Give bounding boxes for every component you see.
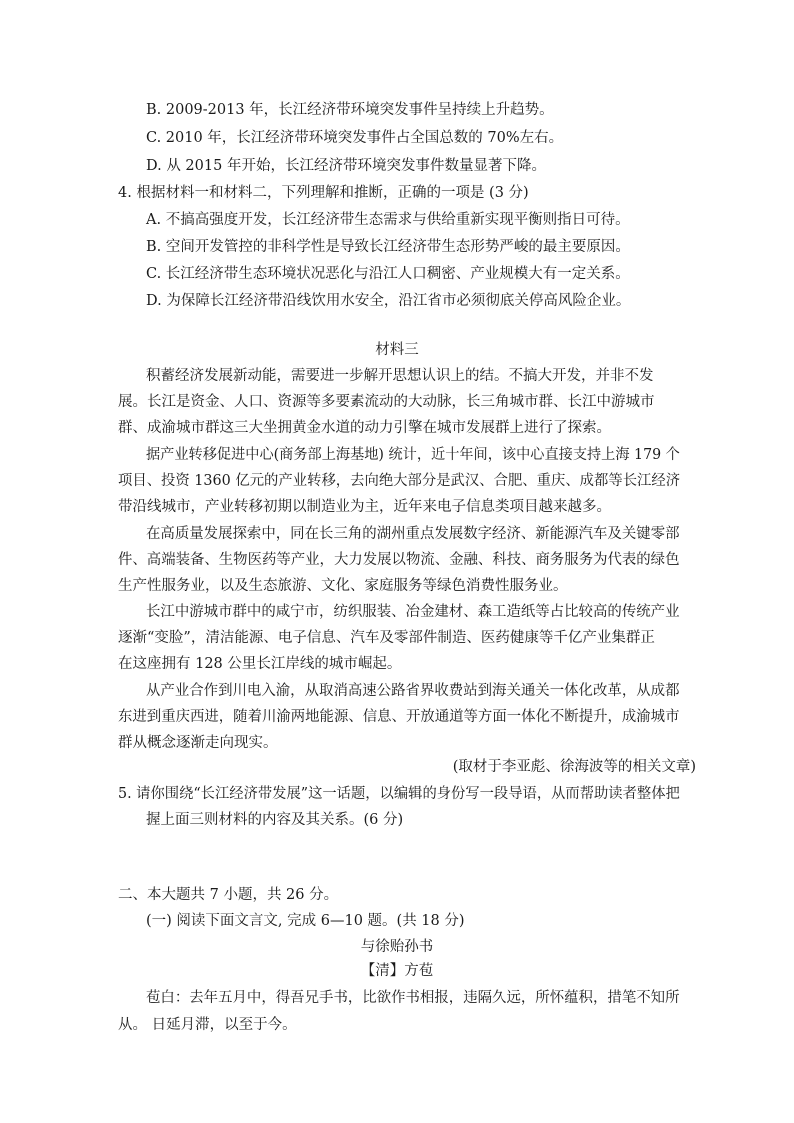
q5-line2: 握上面三则材料的内容及其关系。(6 分) [146,812,404,828]
material3-title: 材料三 [375,342,419,358]
essay-author: 【清】方苞 [360,963,434,979]
material3-source: (取材于李亚彪、徐海波等的相关文章) [452,759,696,775]
material3-line: 在这座拥有 128 公里长江岸线的城市崛起。 [118,656,402,672]
material3-line: 从产业合作到川电入渝，从取消高速公路省界收费站到海关通关一体化改革，从成都 [146,683,680,699]
material3-line: 带沿线城市，产业转移初期以制造业为主，近年来电子信息类项目越来越多。 [118,499,611,515]
material3-line: 件、高端装备、生物医药等产业，大力发展以物流、金融、科技、商务服务为代表的绿色 [118,552,680,568]
q4-option-d: D. 为保障长江经济带沿线饮用水安全，沿江省市必须彻底关停高风险企业。 [146,293,631,309]
q4-option-b: B. 空间开发管控的非科学性是导致长江经济带生态形势严峻的最主要原因。 [146,239,630,255]
material3-line: 群从概念逐渐走向现实。 [118,735,278,751]
material3-line: 在高质量发展探索中，同在长三角的湖州重点发展数字经济、新能源汽车及关键零部 [146,526,680,542]
essay-title: 与徐贻孙书 [360,939,434,955]
q4-option-c: C. 长江经济带生态环境状况恶化与沿江人口稠密、产业规模大有一定关系。 [146,266,630,282]
q3-option-d: D. 从 2015 年开始，长江经济带环境突发事件数量显著下降。 [146,158,546,174]
essay-line1: 苞白：去年五月中，得吾兄手书，比欲作书相报，违隔久远，所怀蕴积，措笔不知所 [146,990,680,1006]
material3-line: 东进到重庆西进，随着川渝两地能源、信息、开放通道等方面一体化不断提升，成渝城市 [118,709,680,725]
material3-line: 积蓄经济发展新动能，需要进一步解开思想认识上的结。不搞大开发，并非不发 [146,368,654,384]
material3-line: 逐渐“变脸”，清洁能源、电子信息、汽车及零部件制造、医药健康等千亿产业集群正 [118,630,655,646]
material3-line: 生产性服务业，以及生态旅游、文化、家庭服务等绿色消费性服务业。 [118,578,568,594]
material3-line: 长江中游城市群中的咸宁市，纺织服装、冶金建材、森工造纸等占比较高的传统产业 [146,604,680,620]
q4-option-a: A. 不搞高强度开发，长江经济带生态需求与供给重新实现平衡则指日可待。 [146,212,630,228]
q4-stem: 4. 根据材料一和材料二，下列理解和推断，正确的一项是 (3 分) [118,185,529,201]
material3-line: 据产业转移促进中心(商务部上海基地) 统计，近十年间，该中心直接支持上海 179 个 [146,447,680,463]
material3-line: 展。长江是资金、人口、资源等多要素流动的大动脉，长三角城市群、长江中游城市 [118,394,655,410]
q5-line1: 5. 请你围绕“长江经济带发展”这一话题，以编辑的身份写一段导语，从而帮助读者整体把 [118,786,680,802]
section2-heading: 二、本大题共 7 小题，共 26 分。 [118,887,339,903]
q3-option-b: B. 2009-2013 年，长江经济带环境突发事件呈持续上升趋势。 [146,102,554,118]
section2-subheading: (一) 阅读下面文言文, 完成 6—10 题。(共 18 分) [146,913,465,929]
q3-option-c: C. 2010 年，长江经济带环境突发事件占全国总数的 70%左右。 [146,130,564,146]
material3-line: 项目、投资 1360 亿元的产业转移，去向绝大部分是武汉、合肥、重庆、成都等长江经济 [118,473,681,489]
material3-line: 群、成渝城市群这三大坐拥黄金水道的动力引擎在城市发展群上进行了探索。 [118,420,611,436]
essay-line2: 从。 日延月滞，以至于今。 [118,1017,297,1033]
